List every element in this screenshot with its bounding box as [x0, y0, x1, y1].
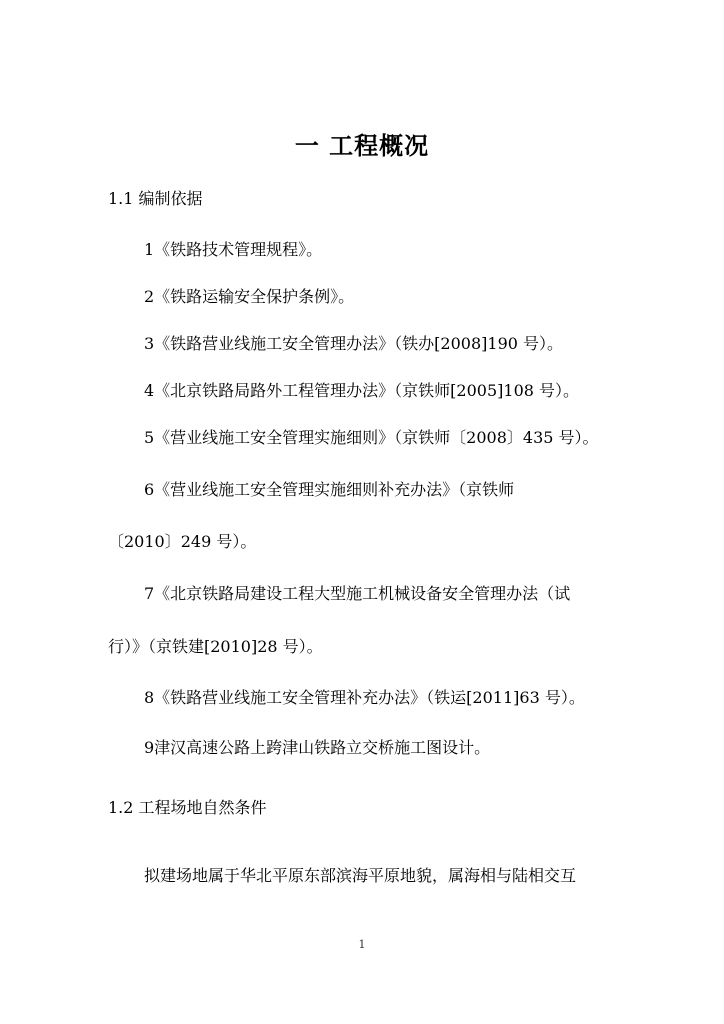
reference-item-4: 4《北京铁路局路外工程管理办法》（京铁师[2005]108 号）。 [144, 381, 580, 400]
page-number: 1 [358, 938, 366, 951]
reference-item-5: 5《营业线施工安全管理实施细则》（京铁师〔2008〕435 号）。 [144, 428, 599, 447]
page-title: 一 工程概况 [294, 132, 430, 160]
reference-item-6: 6《营业线施工安全管理实施细则补充办法》（京铁师 [144, 480, 515, 499]
reference-item-9: 9津汉高速公路上跨津山铁路立交桥施工图设计。 [144, 738, 491, 757]
reference-item-3: 3《铁路营业线施工安全管理办法》（铁办[2008]190 号）。 [144, 334, 564, 353]
section-heading-1-1: 1.1 编制依据 [108, 189, 203, 208]
reference-item-7-continued: 行）》（京铁建[2010]28 号）。 [108, 637, 323, 656]
reference-item-7: 7《北京铁路局建设工程大型施工机械设备安全管理办法（试 [144, 584, 571, 603]
reference-item-1: 1《铁路技术管理规程》。 [144, 240, 323, 259]
site-conditions-paragraph: 拟建场地属于华北平原东部滨海平原地貌，属海相与陆相交互 [144, 866, 577, 885]
reference-item-8: 8《铁路营业线施工安全管理补充办法》（铁运[2011]63 号）。 [144, 688, 585, 707]
reference-item-6-continued: 〔2010〕249 号）。 [108, 532, 257, 551]
reference-item-2: 2《铁路运输安全保护条例》。 [144, 287, 355, 306]
section-heading-1-2: 1.2 工程场地自然条件 [108, 798, 267, 817]
